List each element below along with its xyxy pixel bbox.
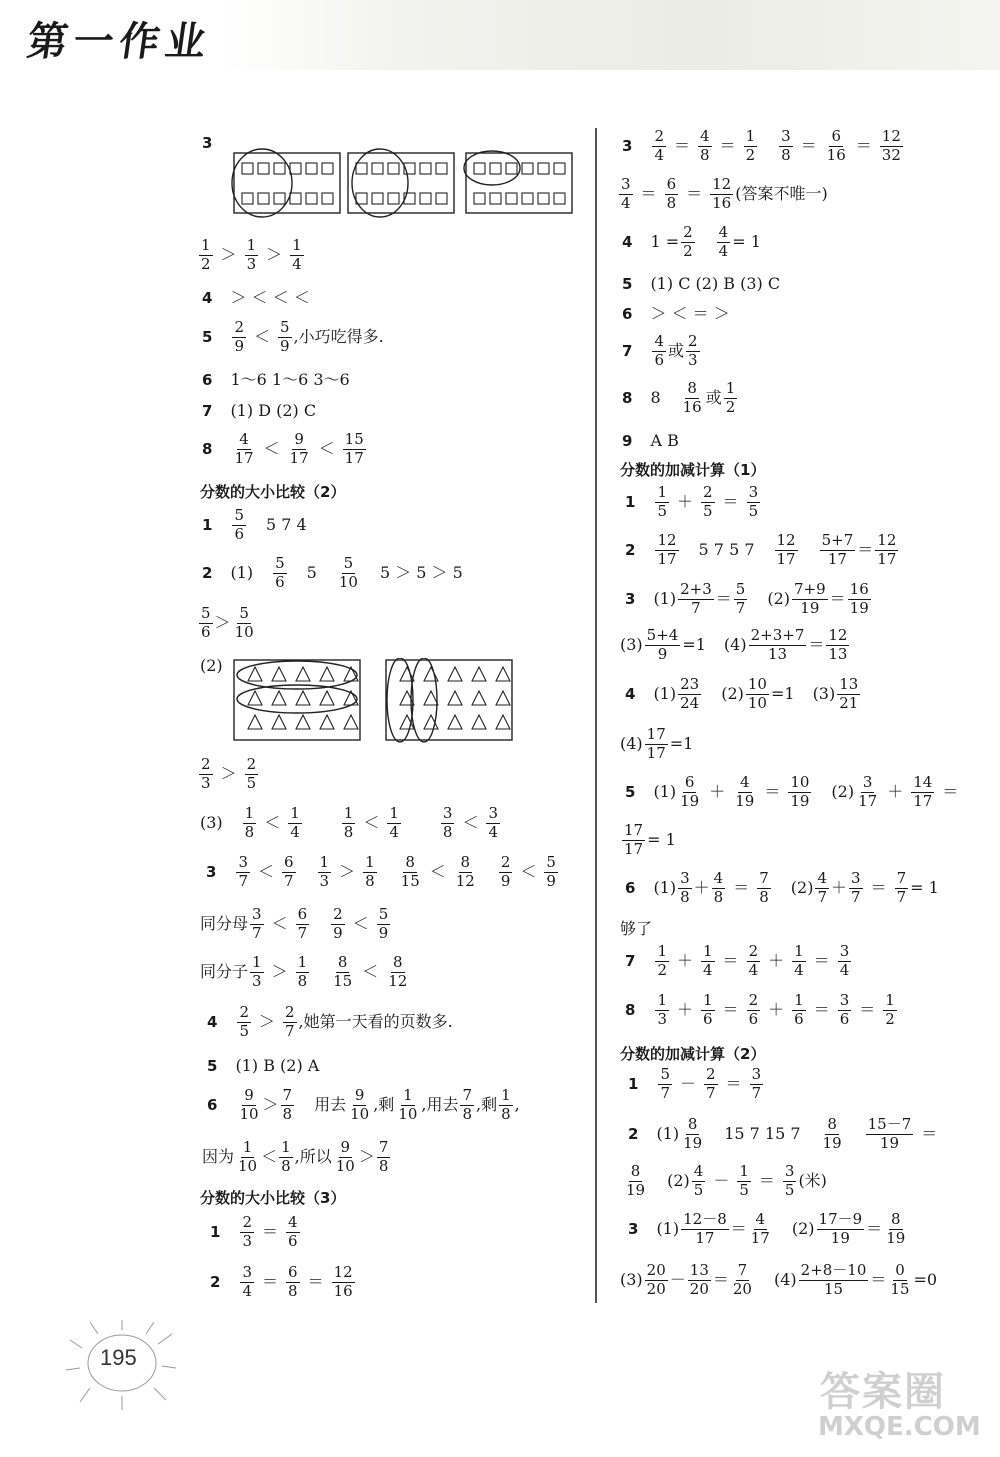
- square-mark: [554, 193, 565, 204]
- fraction: 2 3: [201, 755, 211, 792]
- square-mark: [242, 163, 253, 174]
- triangle-mark: [448, 715, 462, 729]
- fraction: 1 8: [501, 1086, 511, 1123]
- fraction: 12－8 17: [683, 1210, 727, 1247]
- fraction: 12 17: [776, 531, 796, 568]
- fraction: 1 4: [794, 942, 804, 979]
- rectangles-figure: [230, 148, 575, 218]
- add1-q4-cont: (4) $\frac{17}{17}$ =1: [620, 725, 694, 762]
- fraction: 1 5: [657, 483, 667, 520]
- square-mark: [290, 193, 301, 204]
- triangle-mark: [272, 667, 286, 681]
- r-q3-answer: 3 2 4 ＝ 4 8 ＝ 1 2 3 8 ＝ 6 16 ＝ 12 32: [622, 127, 901, 164]
- fraction: $\frac{10}{10}$: [747, 675, 767, 712]
- fraction: 5 6: [234, 506, 244, 543]
- square-mark: [420, 193, 431, 204]
- fraction: 3 8: [680, 869, 690, 906]
- s2-q2-compare: 5 6 ＞ 5 10: [201, 604, 254, 641]
- section-title: 分数的大小比较（3）: [200, 1189, 346, 1207]
- fraction: 5 10: [234, 604, 254, 641]
- add1-q5: 5 (1) 6 19 ＋ 4 19 ＝ 10 19 (2) 3 17 ＋ 14 17 ＝: [625, 773, 959, 810]
- q8-answer: 8 4 17 ＜ 9 17 ＜ 15 17: [202, 430, 364, 467]
- fraction: 23 24: [680, 675, 700, 712]
- square-mark: [356, 163, 367, 174]
- fraction: 3 5: [784, 1162, 795, 1199]
- square-mark: [372, 193, 383, 204]
- triangle-mark: [296, 691, 310, 705]
- r-q8-answer: 8 8 8 16 或 1 2: [622, 379, 736, 416]
- fraction: 2 6: [748, 991, 759, 1028]
- sub-q2-cont: 8 19 (2) 4 5 － 1 5 ＝ 3 5 (米): [626, 1162, 827, 1199]
- fraction: 14 17: [913, 773, 933, 810]
- fraction: 3 4: [242, 1263, 252, 1300]
- same-denominator: 同分母 3 7 ＜ 6 7 2 9 ＜ 5 9: [200, 905, 389, 942]
- fraction: 13 21: [839, 675, 859, 712]
- fraction: 5 9: [280, 318, 290, 355]
- fraction: 1 8: [365, 853, 375, 890]
- fraction: 2+8－10 15: [800, 1261, 867, 1298]
- fraction: $\frac{2}{2}$: [683, 223, 693, 260]
- square-mark: [306, 163, 317, 174]
- fraction: 3 7: [751, 1065, 762, 1102]
- fraction: 12 17: [657, 531, 677, 568]
- square-mark: [538, 193, 549, 204]
- fraction: 4 5: [693, 1162, 704, 1199]
- fraction: 17－9 19: [818, 1210, 863, 1247]
- triangle-mark: [248, 667, 262, 681]
- fraction: 7 8: [378, 1138, 389, 1175]
- sub-q1: 1 5 7 － 2 7 ＝ 3 7: [628, 1065, 762, 1102]
- s2-q2-part2: (2): [200, 656, 223, 675]
- fraction: 1 2: [885, 991, 895, 1028]
- triangle-mark: [296, 715, 310, 729]
- fraction: 7 8: [462, 1086, 473, 1123]
- fraction: 13 20: [689, 1261, 709, 1298]
- r-q3-extra: 3 4 ＝ 6 8 ＝ 12 16 (答案不唯一): [621, 175, 828, 212]
- fraction: 3 17: [858, 773, 878, 810]
- fraction: 6 7: [284, 853, 294, 890]
- triangle-mark: [496, 667, 510, 681]
- fraction: 2 7: [285, 1003, 295, 1040]
- s3-q1-answer: 1 2 3 ＝ 4 6: [210, 1213, 298, 1250]
- fraction: 8 15: [400, 853, 420, 890]
- fraction: 8 19: [626, 1162, 646, 1199]
- section-title: 分数的加减计算（2）: [620, 1045, 766, 1063]
- fraction: 1 4: [703, 942, 713, 979]
- triangle-mark: [472, 715, 486, 729]
- triangle-mark: [472, 667, 486, 681]
- fraction: 2 5: [703, 483, 713, 520]
- add1-q1: 1 1 5 ＋ 2 5 ＝ 3 5: [625, 483, 759, 520]
- fraction: 7 8: [282, 1086, 293, 1123]
- triangle-mark: [472, 691, 486, 705]
- fraction: 4 6: [654, 332, 664, 369]
- fraction: 1 10: [398, 1086, 418, 1123]
- fraction: 20 20: [646, 1261, 666, 1298]
- triangle-mark: [272, 715, 286, 729]
- add1-q8: 8 1 3 ＋ 1 6 ＝ 2 6 ＋ 1 6 ＝ 3 6 ＝ 1 2: [625, 991, 895, 1028]
- fraction: 1 4: [292, 236, 302, 273]
- square-mark: [436, 163, 447, 174]
- square-mark: [258, 163, 269, 174]
- fraction: 9 10: [335, 1138, 355, 1175]
- add1-q6: 6 (1) 3 8 ＋ 4 8 ＝ 7 8 (2) 4 7 ＋ 3 7 ＝ $\frac{7}{7}$ = 1: [625, 869, 939, 906]
- triangle-mark: [320, 667, 334, 681]
- fraction: 12 16: [333, 1263, 353, 1300]
- brand-title: 第一作业: [24, 18, 215, 65]
- square-mark: [506, 193, 517, 204]
- fraction: 8 12: [388, 953, 408, 990]
- fraction: 3 7: [851, 869, 861, 906]
- triangles-figure: [232, 658, 517, 744]
- fraction: 1 2: [657, 942, 667, 979]
- fraction: 1 8: [297, 953, 308, 990]
- fraction: 5 10: [338, 554, 358, 591]
- square-mark: [538, 163, 549, 174]
- fraction: 2 5: [239, 1003, 249, 1040]
- square-mark: [420, 163, 431, 174]
- square-mark: [290, 163, 301, 174]
- fraction: 12 17: [877, 531, 897, 568]
- square-mark: [522, 163, 533, 174]
- sub-q3: 3 (1) 12－8 17 ＝ 4 17 (2) 17－9 19 ＝ 8 19: [628, 1210, 906, 1247]
- s2-q2-part3: (3) 1 8 ＜ 1 4 1 8 ＜ 1 4 3 8 ＜ 3 4: [200, 804, 498, 841]
- fraction: 10 19: [790, 773, 810, 810]
- r-q9-answer: 9 A B: [622, 431, 679, 450]
- square-mark: [490, 163, 501, 174]
- fraction: $\frac{4}{4}$: [718, 223, 729, 260]
- fraction: 2 3: [242, 1213, 252, 1250]
- fraction: 8 19: [886, 1210, 906, 1247]
- section-title: 分数的大小比较（2）: [200, 483, 346, 501]
- square-mark: [274, 163, 285, 174]
- s2-q6-answer: 6 9 10 ＞ 7 8 用去 9 10 ,剩 1 10 ,用去 7 8 ,剩 1 8 ,: [207, 1086, 520, 1123]
- fraction: 8 19: [822, 1115, 842, 1152]
- fraction: 6 19: [680, 773, 700, 810]
- q5-answer: 5 2 9 ＜ 5 9 ,小巧吃得多.: [202, 318, 384, 355]
- fraction: 8 19: [683, 1115, 703, 1152]
- fraction: 3 8: [781, 127, 791, 164]
- fraction: 12 13: [828, 626, 848, 663]
- triangle-mark: [248, 715, 262, 729]
- fraction: $\frac{17}{17}$: [624, 821, 644, 858]
- fraction: 5 6: [201, 604, 211, 641]
- fraction: 3 4: [488, 804, 498, 841]
- add1-q7: 7 1 2 ＋ 1 4 ＝ 2 4 ＋ 1 4 ＝ 3 4: [625, 942, 850, 979]
- s2-q6-reason: 因为 1 10 ＜ 1 8 ,所以 9 10 ＞ 7 8: [202, 1138, 389, 1175]
- square-mark: [522, 193, 533, 204]
- triangle-mark: [424, 691, 438, 705]
- fraction: 3 7: [238, 853, 248, 890]
- triangle-mark: [400, 691, 414, 705]
- square-mark: [474, 163, 485, 174]
- fraction: 1 2: [725, 379, 736, 416]
- fraction: 3 4: [839, 942, 850, 979]
- fraction: $\frac{17}{17}$: [646, 725, 666, 762]
- fraction: 1 8: [244, 804, 255, 841]
- s2-q2-answer: 2 (1) 5 6 5 5 10 5 ＞ 5 ＞ 5: [202, 554, 463, 591]
- add1-q5-cont: $\frac{17}{17}$ = 1: [624, 821, 676, 858]
- fraction: 3 8: [442, 804, 453, 841]
- fraction: 12 16: [712, 175, 732, 212]
- fraction: 1 5: [739, 1162, 749, 1199]
- fraction: 6 8: [288, 1263, 298, 1300]
- triangle-mark: [320, 691, 334, 705]
- watermark-url: MXQE.COM: [818, 1412, 981, 1442]
- triangle-mark: [448, 691, 462, 705]
- add1-q2: 2 12 17 5 7 5 7 12 17 5+7 17 ＝ 12 17: [625, 531, 897, 568]
- fraction: 1 3: [252, 953, 262, 990]
- s2-q4-answer: 4 2 5 ＞ 2 7 ,她第一天看的页数多.: [207, 1003, 453, 1040]
- triangle-mark: [272, 691, 286, 705]
- s2-q5-answer: 5 (1) B (2) A: [207, 1056, 320, 1075]
- fraction: 7 20: [732, 1261, 752, 1298]
- fraction: 1 6: [703, 991, 713, 1028]
- fraction: 3 6: [839, 991, 850, 1028]
- section-title: 分数的加减计算（1）: [620, 461, 766, 479]
- fraction: $\frac{5+4}{9}$: [646, 626, 679, 663]
- fraction: 5 9: [546, 853, 556, 890]
- square-mark: [372, 163, 383, 174]
- square-mark: [436, 193, 447, 204]
- fraction: 4 8: [713, 869, 724, 906]
- fraction: 2+3+7 13: [750, 626, 805, 663]
- add1-q3: 3 (1) 2+3 7 ＝ 5 7 (2) 7+9 19 ＝ 16 19: [625, 580, 869, 617]
- fraction: 7 8: [759, 869, 769, 906]
- s2-q3-answer: 3 3 7 ＜ 6 7 1 3 ＞ 1 8 8 15 ＜ 8 12 2 9 ＜ 5 9: [206, 853, 556, 890]
- triangle-mark: [296, 667, 310, 681]
- triangle-mark: [496, 715, 510, 729]
- fraction: 1 4: [389, 804, 399, 841]
- triangle-mark: [448, 667, 462, 681]
- fraction: 5 7: [660, 1065, 670, 1102]
- s2-q1-answer: 1 5 6 5 7 4: [202, 506, 307, 543]
- square-mark: [490, 193, 501, 204]
- fraction: $\frac{0}{15}$: [890, 1261, 910, 1298]
- fraction: 1 6: [794, 991, 804, 1028]
- fraction: 15－7 19: [867, 1115, 912, 1152]
- add1-q3-cont: (3) $\frac{5+4}{9}$ =1 (4) 2+3+7 13 ＝ 12 13: [620, 626, 848, 663]
- fraction: $\frac{7}{7}$: [896, 869, 907, 906]
- fraction: 8 12: [455, 853, 475, 890]
- fraction: 5 6: [275, 554, 285, 591]
- fraction: 2+3 7: [680, 580, 712, 617]
- fraction: 9 10: [239, 1086, 259, 1123]
- fraction: 7+9 19: [794, 580, 826, 617]
- sub-q3-cont: (3) 20 20 － 13 20 ＝ 7 20 (4) 2+8－10 15 ＝ $\frac{0}{15}$ =0: [620, 1261, 938, 1298]
- add1-q6-note: 够了: [620, 919, 653, 938]
- fraction: 2 9: [500, 853, 511, 890]
- fraction: 1 8: [343, 804, 354, 841]
- fraction: 2 5: [246, 755, 257, 792]
- square-mark: [306, 193, 317, 204]
- square-mark: [506, 163, 517, 174]
- triangle-mark: [344, 715, 358, 729]
- page-number: 195: [100, 1345, 137, 1370]
- square-mark: [388, 193, 399, 204]
- fraction: 2 7: [706, 1065, 716, 1102]
- r-q7-answer: 7 4 6 或 2 3: [622, 332, 698, 369]
- fraction: 1 8: [281, 1138, 291, 1175]
- fraction: 8 16: [682, 379, 702, 416]
- watermark-logo: 答案圈: [820, 1369, 946, 1415]
- fraction: 6 8: [666, 175, 677, 212]
- fraction: 1 3: [319, 853, 330, 890]
- fraction: 2 4: [748, 942, 759, 979]
- q6-answer: 6 1～6 1～6 3～6: [202, 370, 350, 389]
- fraction: 1 3: [246, 236, 257, 273]
- triangle-mark: [496, 691, 510, 705]
- fraction: 6 7: [297, 905, 308, 942]
- square-mark: [258, 193, 269, 204]
- fraction: 1 4: [290, 804, 300, 841]
- fraction: 9 17: [289, 430, 309, 467]
- fraction: 1 10: [238, 1138, 258, 1175]
- fraction: 2 4: [654, 127, 664, 164]
- fraction: 9 10: [350, 1086, 370, 1123]
- r-q5-answer: 5 (1) C (2) B (3) C: [622, 274, 781, 293]
- q4-answer: 4 ＞ ＜ ＜ ＜: [202, 288, 310, 307]
- square-mark: [388, 163, 399, 174]
- square-mark: [322, 193, 333, 204]
- fraction: 4 7: [817, 869, 827, 906]
- fraction: 1 2: [201, 236, 211, 273]
- fraction: 5 9: [378, 905, 389, 942]
- square-mark: [322, 163, 333, 174]
- same-numerator: 同分子 1 3 ＞ 1 8 8 15 ＜ 8 12: [200, 953, 408, 990]
- fraction: 4 6: [288, 1213, 298, 1250]
- fraction: 3 5: [748, 483, 759, 520]
- fraction: 1 2: [745, 127, 756, 164]
- fraction: 5 7: [735, 580, 746, 617]
- fraction: 5+7 17: [821, 531, 854, 568]
- fraction: 2 9: [234, 318, 244, 355]
- fraction: 15 17: [344, 430, 364, 467]
- q3-number: 3: [202, 134, 213, 152]
- fraction: 3 7: [252, 905, 262, 942]
- fraction: 4 8: [700, 127, 710, 164]
- fraction: 6 16: [826, 127, 846, 164]
- q7-answer: 7 (1) D (2) C: [202, 401, 317, 420]
- s3-q2-answer: 2 3 4 ＝ 6 8 ＝ 12 16: [210, 1263, 353, 1300]
- fraction: 4 19: [735, 773, 755, 810]
- add1-q4: 4 (1) 23 24 (2) $\frac{10}{10}$ =1 (3) 13 21: [625, 675, 859, 712]
- fraction: 8 15: [333, 953, 353, 990]
- s2-q2-compare-2: 2 3 ＞ 2 5: [201, 755, 257, 792]
- triangle-mark: [248, 691, 262, 705]
- fraction: 4 17: [234, 430, 254, 467]
- fraction: 12 32: [881, 127, 901, 164]
- fraction: 3 4: [621, 175, 631, 212]
- square-mark: [554, 163, 565, 174]
- sub-q2: 2 (1) 8 19 15 7 15 7 8 19 15－7 19 ＝: [628, 1115, 938, 1152]
- r-q6-answer: 6 ＞ ＜ ＝ ＞: [622, 304, 730, 323]
- square-mark: [242, 193, 253, 204]
- fraction: 2 9: [333, 905, 343, 942]
- q3-answer: 1 2 ＞ 1 3 ＞ 1 4: [201, 236, 302, 273]
- triangle-mark: [320, 715, 334, 729]
- fraction: 1 3: [657, 991, 667, 1028]
- fraction: 2 3: [688, 332, 698, 369]
- column-divider: [595, 128, 597, 1303]
- r-q4-answer: 4 1 = $\frac{2}{2}$ $\frac{4}{4}$ = 1: [622, 223, 761, 260]
- fraction: 4 17: [750, 1210, 770, 1247]
- square-mark: [474, 193, 485, 204]
- fraction: 16 19: [849, 580, 869, 617]
- square-mark: [274, 193, 285, 204]
